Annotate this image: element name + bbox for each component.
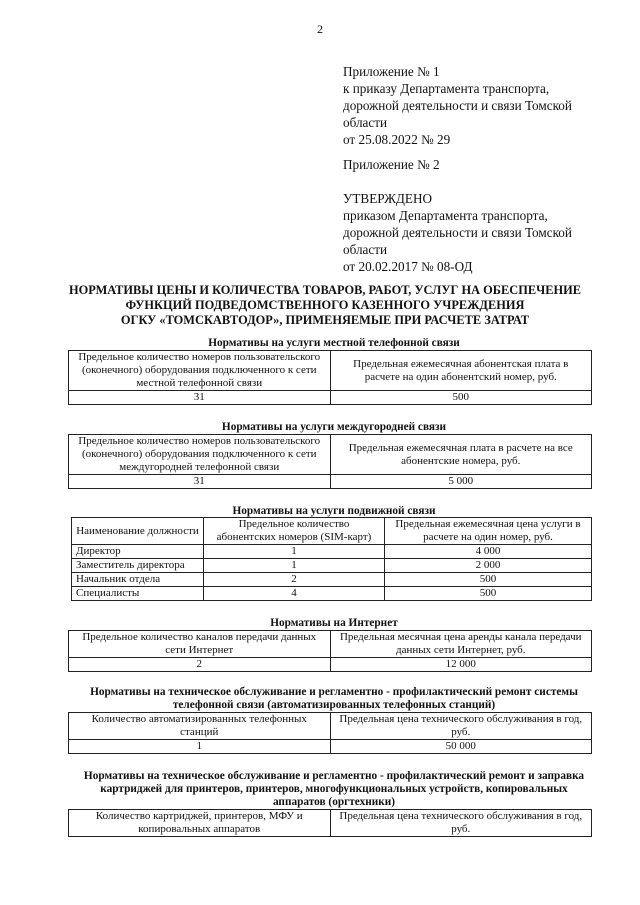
value-cell: 500	[330, 391, 592, 405]
table-local	[68, 350, 592, 405]
section-title-mobile: Нормативы на услуги подвижной связи	[232, 505, 436, 517]
position-cell: Специалисты	[72, 587, 204, 601]
table-header-row	[69, 713, 592, 740]
table-row	[69, 391, 592, 405]
page-number: 2	[317, 22, 323, 36]
section-title-printers	[60, 770, 608, 809]
table-printers	[68, 809, 592, 837]
approved-line: дорожной деятельности и связи Томской	[343, 225, 572, 240]
appendix-1-line: дорожной деятельности и связи Томской	[343, 98, 572, 113]
price-cell: 500	[385, 587, 592, 601]
table-row	[72, 573, 592, 587]
approved-block	[343, 190, 572, 275]
appendix-1-line: от 25.08.2022 № 29	[343, 132, 451, 147]
header-cell: Предельное количество номеров пользовательского (оконечного) оборудования подключенного к сети междугородней телефонной связи	[69, 435, 331, 475]
appendix-2-block	[343, 156, 440, 173]
header-cell: Предельное количество каналов передачи данных сети Интернет	[69, 631, 331, 658]
table-header-row	[69, 351, 592, 391]
value-cell: 1	[69, 740, 331, 754]
table-internet	[68, 630, 592, 672]
table-row	[72, 587, 592, 601]
section-title-longdistance: Нормативы на услуги междугородней связи	[221, 421, 447, 433]
table-row	[69, 740, 592, 754]
quantity-cell: 1	[204, 559, 385, 573]
section-title-internet: Нормативы на Интернет	[270, 617, 398, 629]
header-cell: Количество картриджей, принтеров, МФУ и копировальных аппаратов	[69, 810, 331, 837]
section-title-pbx	[60, 686, 608, 712]
approved-line: приказом Департамента транспорта,	[343, 208, 548, 223]
main-title-line: ОГКУ «ТОМСКАВТОДОР», ПРИМЕНЯЕМЫЕ ПРИ РАСЧЕТЕ ЗАТРАТ	[120, 313, 530, 327]
value-cell: 31	[69, 391, 331, 405]
appendix-1-line: области	[343, 115, 388, 130]
position-cell: Начальник отдела	[72, 573, 204, 587]
table-header-row	[69, 810, 592, 837]
table-header-row	[69, 435, 592, 475]
main-title-line: НОРМАТИВЫ ЦЕНЫ И КОЛИЧЕСТВА ТОВАРОВ, РАБОТ, УСЛУГ НА ОБЕСПЕЧЕНИЕ	[68, 283, 582, 297]
table-row	[72, 559, 592, 573]
value-cell: 5 000	[330, 475, 592, 489]
table-longdistance	[68, 434, 592, 489]
header-cell: Наименование должности	[72, 518, 204, 545]
table-row	[69, 658, 592, 672]
quantity-cell: 4	[204, 587, 385, 601]
table-header-row	[72, 518, 592, 545]
section-title-line: картриджей для принтеров, принтеров, многофункциональных устройств, копировальных	[100, 783, 568, 795]
appendix-2-line: Приложение № 2	[343, 157, 440, 172]
position-cell: Директор	[72, 545, 204, 559]
main-title	[60, 283, 590, 328]
appendix-1-block	[343, 63, 572, 148]
quantity-cell: 2	[204, 573, 385, 587]
price-cell: 500	[385, 573, 592, 587]
header-cell: Предельная ежемесячная плата в расчете на все абонентские номера, руб.	[330, 435, 592, 475]
section-title-line: телефонной связи (автоматизированных телефонных станций)	[172, 699, 496, 711]
section-title-line: Нормативы на техническое обслуживание и регламентно - профилактический ремонт системы	[90, 686, 578, 698]
approved-line: от 20.02.2017 № 08-ОД	[343, 259, 473, 274]
value-cell: 31	[69, 475, 331, 489]
appendix-1-line: к приказу Департамента транспорта,	[343, 81, 550, 96]
header-cell: Предельная цена технического обслуживания в год, руб.	[330, 810, 592, 837]
header-cell: Предельное количество номеров пользовательского (оконечного) оборудования подключенного к сети местной телефонной связи	[69, 351, 331, 391]
table-row	[72, 545, 592, 559]
section-title-local: Нормативы на услуги местной телефонной связи	[208, 337, 460, 349]
main-title-line: ФУНКЦИЙ ПОДВЕДОМСТВЕННОГО КАЗЕННОГО УЧРЕЖДЕНИЯ	[125, 298, 525, 312]
header-cell: Предельное количество абонентских номеров (SIM-карт)	[204, 518, 385, 545]
table-row	[69, 475, 592, 489]
section-title-line: аппаратов (оргтехники)	[272, 796, 396, 808]
quantity-cell: 1	[204, 545, 385, 559]
table-pbx	[68, 712, 592, 754]
header-cell: Предельная месячная цена аренды канала передачи данных сети Интернет, руб.	[330, 631, 592, 658]
header-cell: Предельная цена технического обслуживания в год, руб.	[330, 713, 592, 740]
table-mobile	[71, 517, 592, 601]
price-cell: 2 000	[385, 559, 592, 573]
price-cell: 4 000	[385, 545, 592, 559]
approved-line: области	[343, 242, 388, 257]
position-cell: Заместитель директора	[72, 559, 204, 573]
header-cell: Предельная ежемесячная абонентская плата в расчете на один абонентский номер, руб.	[330, 351, 592, 391]
section-title-line: Нормативы на техническое обслуживание и регламентно - профилактический ремонт и заправка	[83, 770, 585, 782]
header-cell: Количество автоматизированных телефонных станций	[69, 713, 331, 740]
approved-line: УТВЕРЖДЕНО	[343, 191, 433, 206]
value-cell: 2	[69, 658, 331, 672]
appendix-1-line: Приложение № 1	[343, 64, 440, 79]
value-cell: 50 000	[330, 740, 592, 754]
table-header-row	[69, 631, 592, 658]
header-cell: Предельная ежемесячная цена услуги в расчете на один номер, руб.	[385, 518, 592, 545]
value-cell: 12 000	[330, 658, 592, 672]
